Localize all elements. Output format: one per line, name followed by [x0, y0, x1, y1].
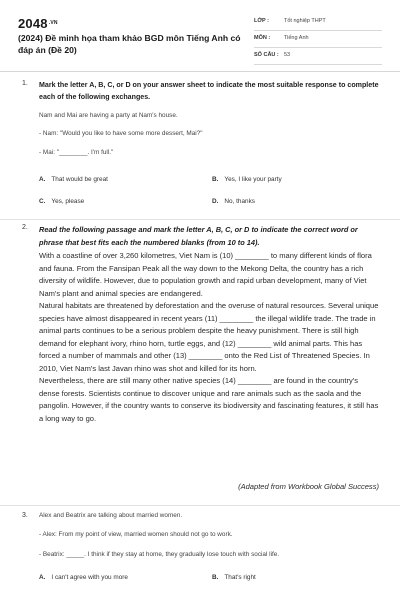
- question-context: Nam and Mai are having a party at Nam's house.: [39, 112, 178, 119]
- question-instruction: Mark the letter A, B, C, or D on your answer sheet to indicate the most suitable response to complete each of the following exchanges.: [39, 81, 379, 101]
- meta-subject: MÔN : Tiếng Anh: [254, 31, 382, 48]
- header-divider: [0, 71, 400, 72]
- question-number: 3.: [22, 512, 28, 519]
- dialogue-line-1: - Nam: "Would you like to have some more dessert, Mai?": [39, 130, 203, 137]
- page-header: [0, 0, 400, 67]
- question-number: 1.: [22, 80, 28, 87]
- dialogue-line-1: - Alex: From my point of view, married women should not go to work.: [39, 531, 233, 538]
- dialogue-line-2: - Mai: "________. I'm full.": [39, 149, 114, 156]
- site-logo[interactable]: $2048^{.VN}$: [18, 16, 58, 31]
- option-a[interactable]: A. That would be great: [39, 176, 108, 183]
- option-a[interactable]: A. I can't agree with you more: [39, 574, 128, 581]
- question-1: [0, 80, 400, 215]
- meta-question-count: SỐ CÂU : 53: [254, 48, 382, 65]
- question-2: [0, 224, 400, 499]
- document-title: (2024) Đề minh họa tham khảo BGD môn Tiếng Anh có đáp án (Đề 20): [18, 33, 241, 55]
- reading-passage: [39, 250, 379, 425]
- question-number: 2.: [22, 224, 28, 231]
- question-divider: [0, 219, 400, 220]
- question-context: Alex and Beatrix are talking about married women.: [39, 512, 183, 519]
- option-d[interactable]: D. No, thanks: [212, 198, 255, 205]
- passage-paragraph: Natural habitats are threatened by deforestation and the overuse of natural resources. Several unique species have almost disappeared in recent years (11) ________ the illegal wildlife trade. The trade in animal parts continues to be a serious problem despite the heavy punishment. There is still high demand for elephant ivory, rhino horn, turtle eggs, and (12) ________ wild animal parts. This has forced a number of mammals and other (13) ________ onto the Red List of Threatened Species. In 2010, Viet Nam's last Javan rhino was shot and killed for its horn.: [39, 301, 379, 373]
- question-instruction: Read the following passage and mark the letter A, B, C, or D to indicate the correct word or phrase that best fits each the numbered blanks (from 10 to 14).: [39, 225, 358, 247]
- passage-paragraph: Nevertheless, there are still many other native species (14) ________ are found in the country's dense forests. Scientists continue to discover unique and rare animals such as the saola and the pangolin. However, if the country wants to conserve its biodiversity and fascinating features, it still has a long way to go.: [39, 376, 379, 423]
- question-divider: [0, 505, 400, 506]
- option-b[interactable]: B. That's right: [212, 574, 256, 581]
- option-c[interactable]: C. Yes, please: [39, 198, 85, 205]
- option-b[interactable]: B. Yes, I like your party: [212, 176, 282, 183]
- dialogue-line-2: - Beatrix: _____. I think if they stay at home, they gradually lose touch with social life.: [39, 551, 280, 558]
- passage-source: (Adapted from Workbook Global Success): [238, 482, 379, 491]
- passage-paragraph: With a coastline of over 3,260 kilometres, Viet Nam is (10) ________ to many different kinds of flora and fauna. From the Fansipan Peak all the way down to the Mekong Delta, the country has a rich diversity of wildlife. However, due to population growth and rapid urban development, many of Viet Nam's plant and animal species are endangered.: [39, 251, 372, 298]
- exam-meta: [254, 14, 382, 65]
- meta-grade: LỚP : Tốt nghiệp THPT: [254, 14, 382, 31]
- question-3: [0, 512, 400, 600]
